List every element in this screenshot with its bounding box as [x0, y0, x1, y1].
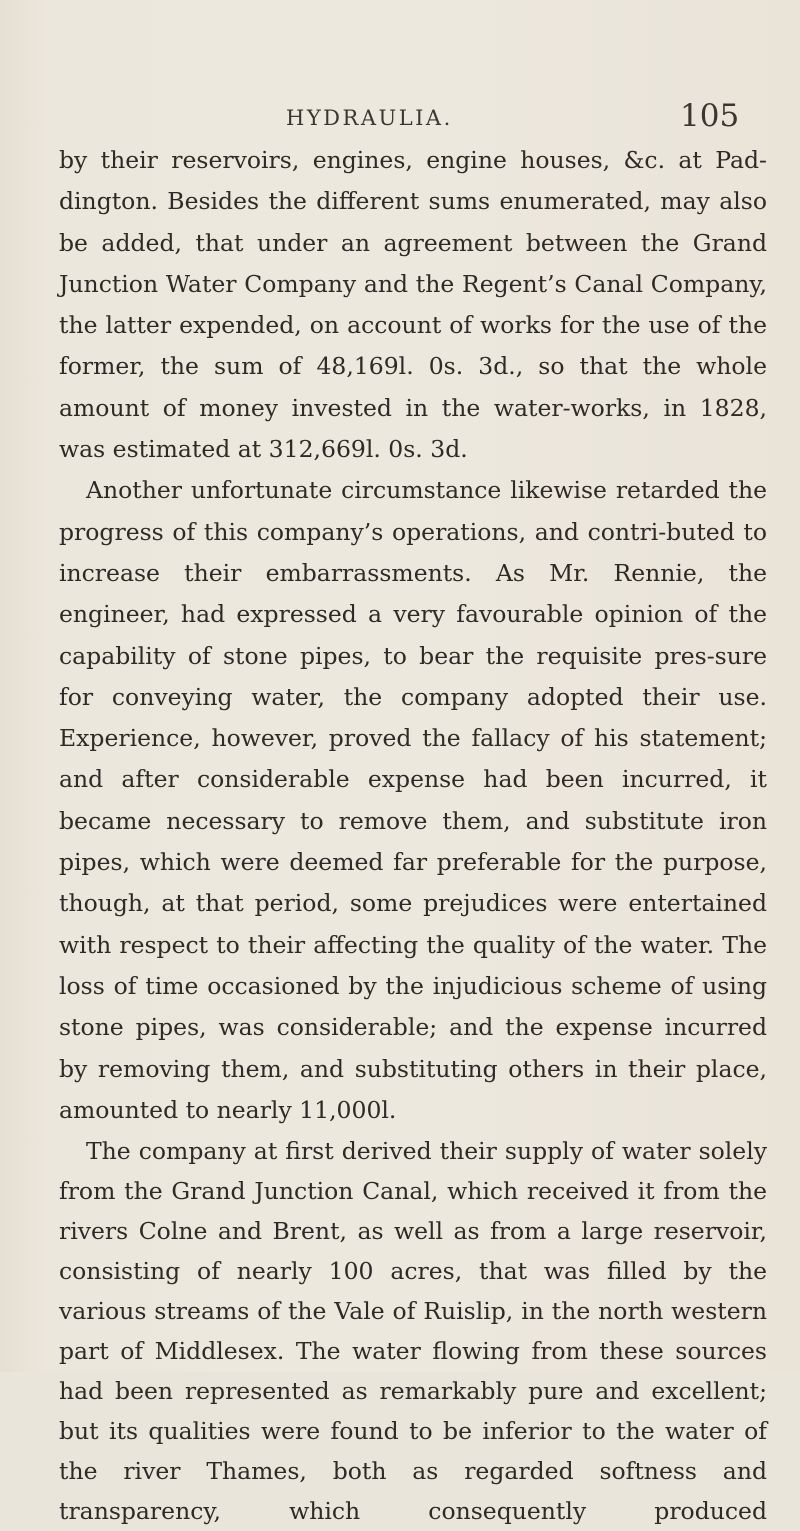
body-text: [59, 140, 767, 1531]
running-header: [0, 98, 800, 138]
page-number: 105: [680, 98, 740, 134]
paragraph-3: The company at first derived their supply of water solely from the Grand Junction Canal, which received it from the rivers Colne and Brent, as well as from a large reservoir, consisting of nearly 100 acres, that was filled by the various streams of the Vale of Ruislip, in the north western part of Middlesex. The water flowing from these sources had been represented as remarkably pure and excellent; but its qualities were found to be inferior to the water of the river Thames, both as regarded softness and transparency, which consequently produced: [59, 1137, 767, 1526]
running-title: HYDRAULIA.: [286, 106, 453, 130]
paragraph-2: Another unfortunate circumstance likewise retarded the progress of this company’s operations, and contri-buted to increase their embarrassments. As Mr. Rennie, the engineer, had expressed a very favourable opinion of the capability of stone pipes, to bear the requisite pres-sure for conveying water, the company adopted their use. Experience, however, proved the fallacy of his statement; and after considerable expense had been incurred, it became necessary to remove them, and substitute iron pipes, which were deemed far preferable for the purpose, though, at that period, some prejudices were entertained with respect to their affecting the quality of the water. The loss of time occasioned by the injudicious scheme of using stone pipes, was considerable; and the expense incurred by removing them, and substituting others in their place, amounted to nearly 11,000l.: [59, 476, 767, 1124]
paragraph-1: by their reservoirs, engines, engine houses, &c. at Pad-dington. Besides the different sums enumerated, may also be added, that under an agreement between the Grand Junction Water Company and the Regent’s Canal Company, the latter expended, on account of works for the use of the former, the sum of 48,169l. 0s. 3d., so that the whole amount of money invested in the water-works, in 1828, was estimated at 312,669l. 0s. 3d.: [59, 146, 767, 464]
